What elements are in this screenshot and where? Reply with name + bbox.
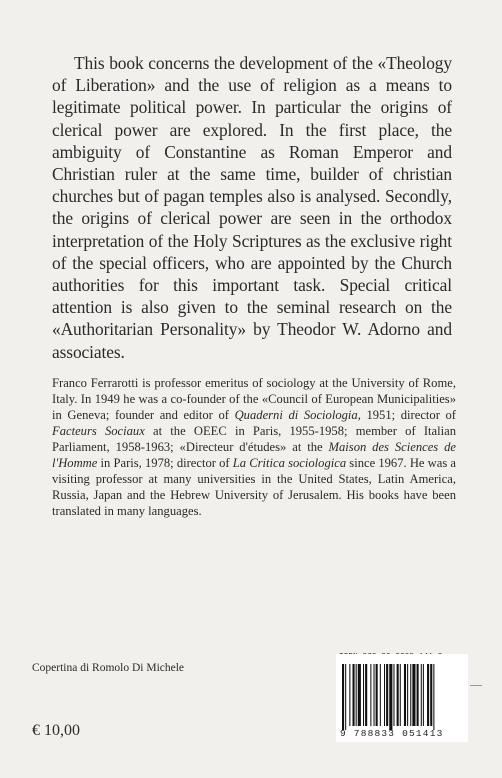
bio-text-4: in Paris, 1978; director of bbox=[97, 456, 233, 470]
bio-text-3: at the OEEC in Paris, 1955-1958; member of Italian Parliament, 1958-1963; «Directeur d'études» at the bbox=[52, 424, 457, 454]
author-bio bbox=[52, 375, 456, 519]
bio-title-facteurs: Facteurs Sociaux bbox=[52, 424, 145, 438]
cover-credit: Copertina di Romolo Di Michele bbox=[32, 662, 185, 674]
ean-digits: 9 788833 051413 bbox=[340, 728, 444, 739]
back-cover-blurb: This book concerns the development of the «Theology of Liberation» and the use of religion as a means to legitimate political power. In particular the origins of clerical power are explored. In the first place, the ambiguity of Constantine as Roman Emperor and Christian ruler at the same time, builder of christian churches but of pagan temples also is analysed. Secondly, the origins of clerical power are seen in the orthodox interpretation of the Holy Scriptures as the exclusive right of the special officers, who are appointed by the Church authorities for this important task. Special critical attention is also given to the seminal research on the «Authoritarian Personality» by Theodor W. Adorno and associates. bbox=[52, 53, 452, 362]
bio-text-1: Franco Ferrarotti is professor emeritus of sociology at the University of Rome, Italy. In 1949 he was a co-founder of the «Council of European Municipalities» in Geneva; founder and editor of bbox=[52, 376, 456, 422]
bio-title-quaderni: Quaderni di Sociologia bbox=[234, 408, 358, 422]
bio-title-maison: Maison des Sciences de l'Homme bbox=[52, 440, 456, 470]
bio-text-5: since 1967. He was a visiting professor at many universities in the United States, Latin America, Russia, Japan and the Hebrew University of Jerusalem. His books have been translated in many languages. bbox=[52, 456, 456, 518]
price: € 10,00 bbox=[32, 722, 80, 739]
bio-title-critica: La Critica sociologica bbox=[232, 456, 347, 470]
divider-mark bbox=[470, 685, 482, 686]
bio-text-2: , 1951; director of bbox=[357, 408, 457, 422]
